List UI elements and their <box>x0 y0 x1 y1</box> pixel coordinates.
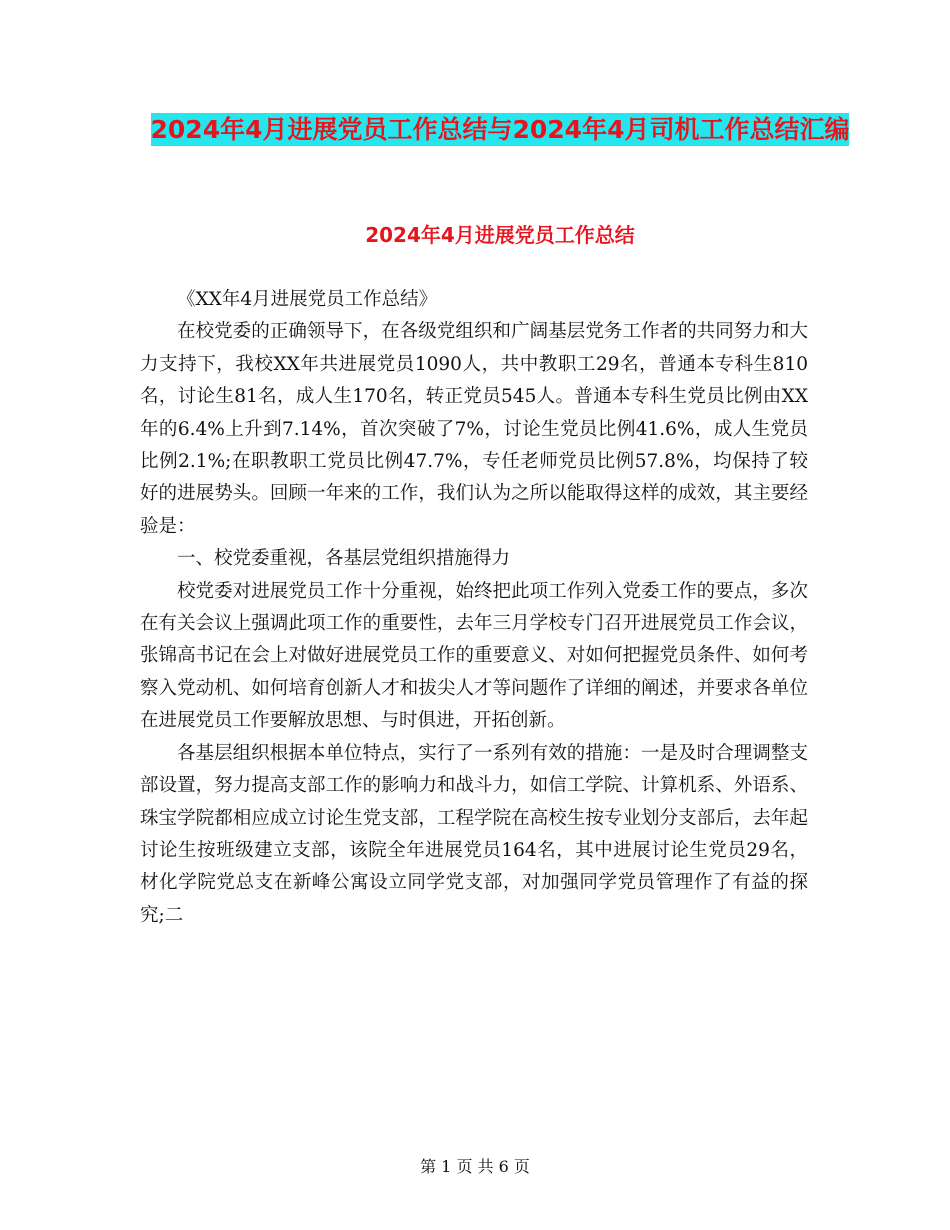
paragraph-intro: 在校党委的正确领导下，在各级党组织和广阔基层党务工作者的共同努力和大力支持下，我校XX年共进展党员1090人，共中教职工29名，普通本专科生810名，讨论生81名，成人生170名，转正党员545人。普通本专科生党员比例由XX年的6.4%上升到7.14%，首次突破了7%，讨论生党员比例41.6%，成人生党员比例2.1%;在职教职工党员比例47.7%，专任老师党员比例57.8%，均保持了较好的进展势头。回顾一年来的工作，我们认为之所以能取得这样的成效，其主要经验是： <box>140 321 808 537</box>
paragraph-party-committee: 校党委对进展党员工作十分重视，始终把此项工作列入党委工作的要点，多次在有关会议上强调此项工作的重要性，去年三月学校专门召开进展党员工作会议，张锦高书记在会上对做好进展党员工作的重要意义、对如何把握党员条件、如何考察入党动机、如何培育创新人才和拔尖人才等问题作了详细的阐述，并要求各单位在进展党员工作要解放思想、与时俱进，开拓创新。 <box>140 580 808 732</box>
page-footer: 第 1 页 共 6 页 <box>420 1157 530 1176</box>
paragraph-grassroots-measures: 各基层组织根据本单位特点，实行了一系列有效的措施：一是及时合理调整支部设置，努力提高支部工作的影响力和战斗力，如信工学院、计算机系、外语系、珠宝学院都相应成立讨论生党支部，工程学院在高校生按专业划分支部后，去年起讨论生按班级建立支部，该院全年进展党员164名，其中进展讨论生党员29名，材化学院党总支在新峰公寓设立同学党支部，对加强同学党员管理作了有益的探究;二 <box>140 742 808 926</box>
paragraph-source-title: 《XX年4月进展党员工作总结》 <box>177 289 438 310</box>
document-body <box>140 284 808 932</box>
section-title: 2024年4月进展党员工作总结 <box>365 223 635 247</box>
document-title <box>140 108 860 152</box>
paragraph-heading-one: 一、校党委重视，各基层党组织措施得力 <box>177 548 511 570</box>
document-title-text: 2024年4月进展党员工作总结与2024年4月司机工作总结汇编 <box>150 115 850 144</box>
